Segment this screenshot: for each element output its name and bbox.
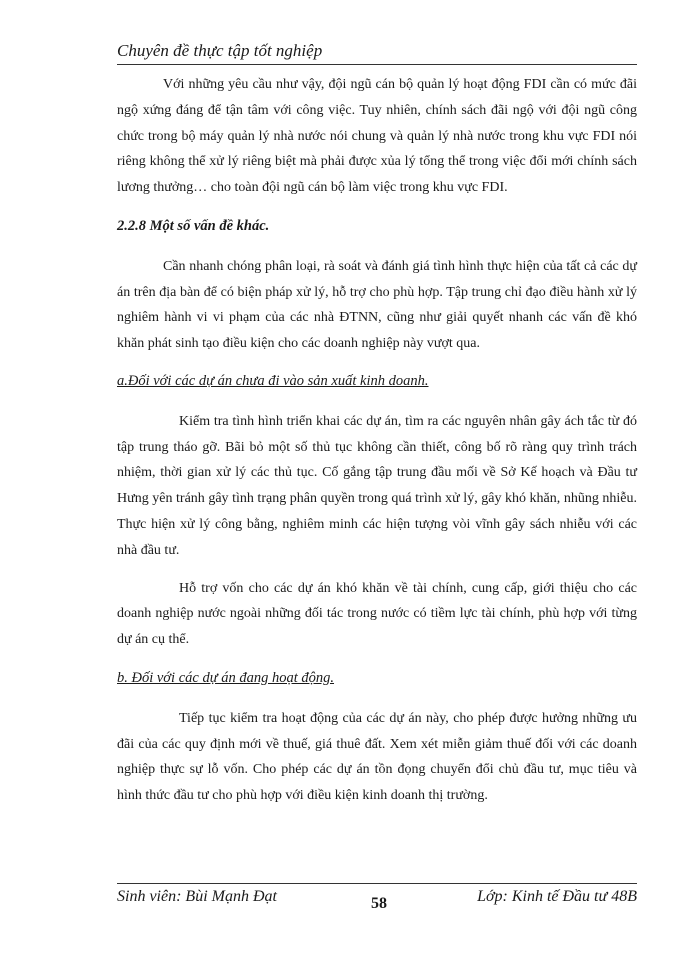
subheading-a: a.Đối với các dự án chưa đi vào sản xuất kinh doanh. [117, 372, 429, 389]
footer-class-name: Lớp: Kinh tế Đầu tư 48B [477, 888, 637, 905]
footer-student-name: Sinh viên: Bùi Mạnh Đạt [117, 888, 277, 905]
page-body [117, 72, 637, 809]
section-heading-2-2-8: 2.2.8 Một số vấn đề khác. [117, 217, 270, 234]
footer-divider [117, 883, 637, 884]
paragraph-operating-projects: Tiếp tục kiểm tra hoạt động của các dự án này, cho phép được hưởng những ưu đãi của các quy định mới về thuế, giá thuê đất. Xem xét miễn giảm thuế đối với các doanh nghiệp thực sự lỗ vốn. Cho phép các dự án tồn đọng chuyển đổi chủ đầu tư, mục tiêu và hình thức đầu tư cho phù hợp với điều kiện kinh doanh thị trường. [117, 710, 637, 804]
paragraph-capital-support: Hỗ trợ vốn cho các dự án khó khăn về tài chính, cung cấp, giới thiệu cho các doanh nghiệp nước ngoài những đối tác trong nước có tiềm lực tài chính, phù hợp với từng dự án cụ thể. [117, 580, 637, 648]
paragraph-fdi-staff: Với những yêu cầu như vậy, đội ngũ cán bộ quản lý hoạt động FDI cần có mức đãi ngộ xứng đáng để tận tâm với công việc. Tuy nhiên, chính sách đãi ngộ với đội ngũ công chức trong bộ máy quản lý nhà nước nói chung và quản lý nhà nước trong khu vực FDI nói riêng không thể xử lý riêng biệt mà phải được xủa lý tổng thể trong việc đổi mới chính sách lương thưởng… cho toàn đội ngũ cán bộ làm việc trong khu vực FDI. [117, 77, 637, 196]
page-header-title: Chuyên đề thực tập tốt nghiệp [117, 41, 323, 60]
paragraph-other-issues: Cần nhanh chóng phân loại, rà soát và đánh giá tình hình thực hiện của tất cả các dự án trên địa bàn để có biện pháp xử lý, hỗ trợ cho phù hợp. Tập trung chỉ đạo điều hành xử lý nghiêm hành vi vi phạm của các nhà ĐTNN, cũng như giải quyết nhanh các vấn đề khó khăn phát sinh tạo điều kiện cho các doanh nghiệp này vượt qua. [117, 258, 637, 352]
paragraph-project-inspection: Kiểm tra tình hình triển khai các dự án, tìm ra các nguyên nhân gây ách tắc từ đó tập trung tháo gỡ. Bãi bỏ một số thủ tục không cần thiết, công bố rõ ràng quy trình trách nhiệm, thời gian xử lý các thủ tục. Cố gắng tập trung đầu mối về Sở Kế hoạch và Đầu tư Hưng yên tránh gây tình trạng phân quyền trong quá trình xử lý, gây khó khăn, nhũng nhiễu. Thực hiện xử lý công bằng, nghiêm minh các hiện tượng vòi vĩnh gây sách nhiễu với các nhà đầu tư. [117, 413, 637, 558]
page-number: 58 [371, 895, 387, 912]
header-divider [117, 64, 637, 65]
subheading-b: b. Đối với các dự án đang hoạt động. [117, 669, 335, 686]
